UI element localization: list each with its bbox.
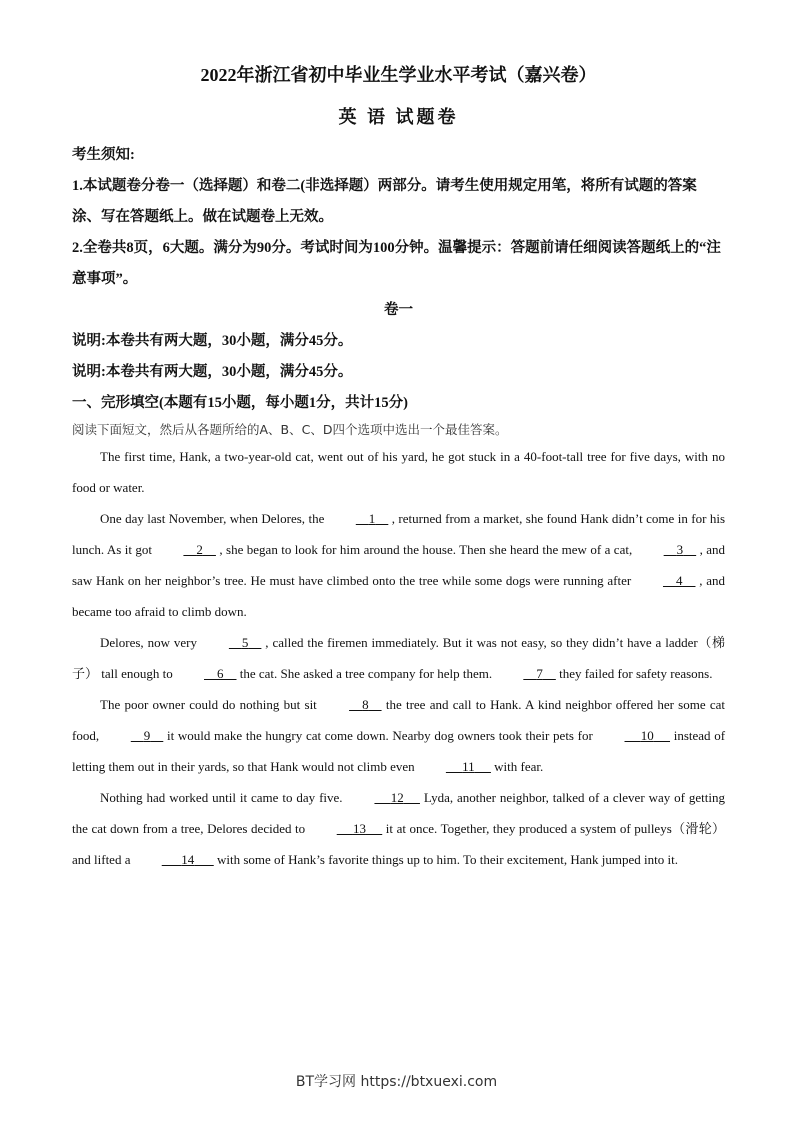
- passage-text: Lyda, another neighbor, talked of a clever way of getting the cat down from a tree, Delores decided to: [72, 790, 725, 836]
- blank-5: 5: [241, 635, 249, 650]
- exam-page: [72, 62, 725, 875]
- blank-7: 7: [536, 666, 543, 681]
- footer-watermark: BT学习网 https://btxuexi.com: [295, 1074, 498, 1090]
- blank-12: 12: [390, 790, 404, 805]
- passage-text: it would make the hungry cat come down. Nearby dog owners took their pets for: [166, 728, 593, 743]
- blank-9: 9: [143, 728, 151, 743]
- passage-text: , and saw Hank on her neighbor’s tree. He must have climbed onto the tree while some dogs were running after: [72, 542, 726, 588]
- volume-label: 卷一: [384, 302, 413, 318]
- notice-item-1: 1.本试题卷分卷一（选择题）和卷二(非选择题）两部分。请考生使用规定用笔，将所有试题的答案涂、写在答题纸上。做在试题卷上无效。: [72, 178, 697, 225]
- passage-paragraph-4: [72, 689, 725, 782]
- page-title: 2022年浙江省初中毕业生学业水平考试（嘉兴卷）: [200, 65, 597, 85]
- passage-text: , called the firemen immediately. But it was not easy, so they didn’t have a ladder（梯子） tall enough to: [72, 635, 726, 681]
- section-heading: 一、完形填空(本题有15小题，每小题1分，共计15分): [72, 395, 408, 411]
- blank-14: 14: [181, 852, 195, 867]
- passage-paragraph-5: [72, 782, 725, 875]
- blank-13: 13: [352, 821, 366, 836]
- passage-text: , she began to look for him around the house. Then she heard the mew of a cat,: [219, 542, 633, 557]
- blank-6: 6: [217, 666, 224, 681]
- passage-text: with fear.: [494, 759, 544, 774]
- passage-text: , returned from a market, she found Hank didn’t come in for his lunch. As it got: [72, 511, 726, 557]
- passage-text: Nothing had worked until it came to day five.: [100, 790, 343, 805]
- volume-description: 说明:本卷共有两大题，30小题，满分45分。: [72, 333, 353, 349]
- passage-paragraph-3: [72, 627, 725, 689]
- passage-text: One day last November, when Delores, the: [100, 511, 325, 526]
- blank-4: 4: [675, 573, 683, 588]
- notice-item-2: 2.全卷共8页，6大题。满分为90分。考试时间为100分钟。温馨提示：答题前请任细阅读答题纸上的“注意事项”。: [72, 240, 721, 287]
- blank-11: 11: [462, 759, 475, 774]
- passage-text: they failed for safety reasons.: [559, 666, 713, 681]
- page-subtitle: 英 语 试题卷: [338, 107, 459, 127]
- passage-text: the tree and call to Hank. A kind neighbor offered her some cat food,: [72, 697, 726, 743]
- passage-text: with some of Hank’s favorite things up to him. To their excitement, Hank jumped into it.: [216, 852, 678, 867]
- volume-description-repeat: 说明:本卷共有两大题，30小题，满分45分。: [72, 364, 353, 380]
- passage-text: the cat. She asked a tree company for help them.: [239, 666, 493, 681]
- blank-8: 8: [362, 697, 369, 712]
- passage-text: The poor owner could do nothing but sit: [100, 697, 317, 712]
- blank-1: 1: [368, 511, 376, 526]
- passage-text: instead of letting them out in their yards, so that Hank would not climb even: [72, 728, 726, 774]
- passage-text: it at once. Together, they produced a system of pulleys（滑轮） and lifted a: [72, 821, 726, 867]
- passage-text: , and became too afraid to climb down.: [72, 573, 726, 619]
- blank-3: 3: [676, 542, 684, 557]
- notice-heading: 考生须知:: [72, 147, 135, 163]
- section-instruction: 阅读下面短文，然后从各题所给的A、B、C、D四个选项中选出一个最佳答案。: [72, 422, 508, 437]
- passage-paragraph-2: [72, 503, 725, 627]
- blank-2: 2: [196, 542, 203, 557]
- passage-text: Delores, now very: [100, 635, 197, 650]
- blank-10: 10: [640, 728, 654, 743]
- passage-paragraph-1: The first time, Hank, a two-year-old cat, went out of his yard, he got stuck in a 40-foot-tall tree for five days, with no food or water.: [72, 449, 725, 495]
